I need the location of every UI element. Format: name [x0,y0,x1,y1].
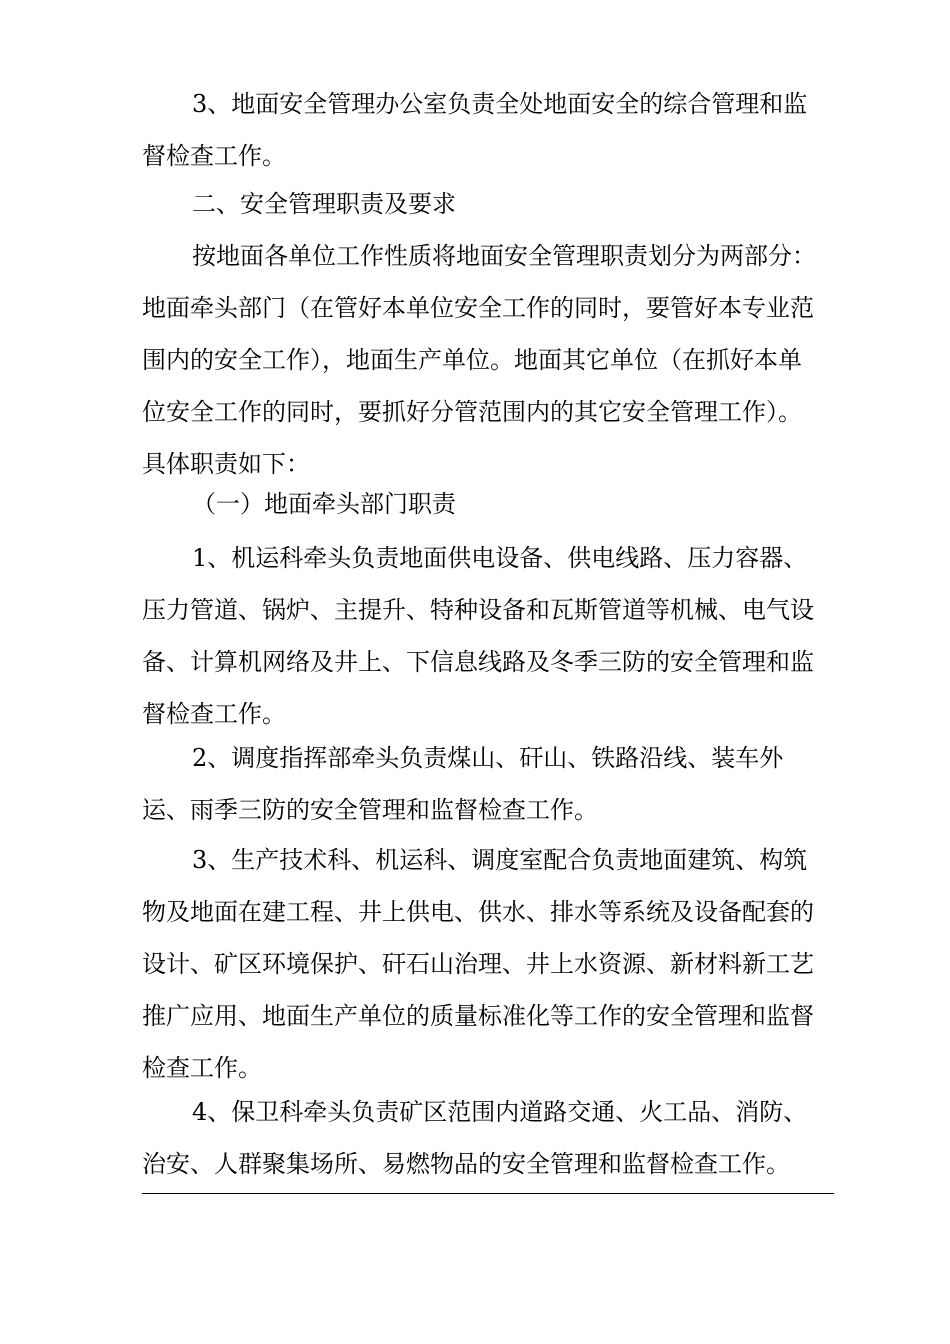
subsection-heading-text: （一）地面牵头部门职责 [192,490,456,518]
paragraph-line: 督检查工作。 [142,700,286,728]
paragraph-line: 压力管道、锅炉、主提升、特种设备和瓦斯管道等机械、电气设 [142,596,814,624]
paragraph-line: 督检查工作。 [142,142,286,170]
paragraph-line: 检查工作。 [142,1054,262,1082]
paragraph-line: 围内的安全工作），地面生产单位。地面其它单位（在抓好本单 [142,346,802,374]
paragraph-line: 治安、人群聚集场所、易燃物品的安全管理和监督检查工作。 [142,1150,790,1178]
paragraph-line: 3、生产技术科、机运科、调度室配合负责地面建筑、构筑 [192,846,808,874]
paragraph-line: 位安全工作的同时，要抓好分管范围内的其它安全管理工作）。 [142,398,802,426]
paragraph-intro [142,230,816,490]
paragraph-line: 备、计算机网络及井上、下信息线路及冬季三防的安全管理和监 [142,648,814,676]
paragraph-line: 地面牵头部门（在管好本单位安全工作的同时，要管好本专业范 [142,294,814,322]
paragraph-item-3 [142,834,814,1094]
paragraph-line: 具体职责如下： [142,450,310,478]
section-heading [142,178,456,230]
paragraph-line: 推广应用、地面生产单位的质量标准化等工作的安全管理和监督 [142,1002,814,1030]
paragraph-line: 物及地面在建工程、井上供电、供水、排水等系统及设备配套的 [142,898,814,926]
paragraph-line: 按地面各单位工作性质将地面安全管理职责划分为两部分： [192,242,816,270]
section-heading-text: 二、安全管理职责及要求 [192,190,456,218]
paragraph-item-1 [142,532,814,740]
paragraph-line: 运、雨季三防的安全管理和监督检查工作。 [142,796,598,824]
paragraph-line: 4、保卫科牵头负责矿区范围内道路交通、火工品、消防、 [192,1098,808,1126]
paragraph-item-2 [142,732,783,836]
footer-divider [142,1193,834,1194]
paragraph-line: 3、地面安全管理办公室负责全处地面安全的综合管理和监 [192,90,808,118]
paragraph-line: 1、机运科牵头负责地面供电设备、供电线路、压力容器、 [192,544,808,572]
paragraph-line: 2、调度指挥部牵头负责煤山、矸山、铁路沿线、装车外 [192,744,784,772]
paragraph-item-4 [142,1086,807,1190]
paragraph-line: 设计、矿区环境保护、矸石山治理、井上水资源、新材料新工艺 [142,950,814,978]
subsection-heading [142,478,456,530]
paragraph-item-3-office [142,78,807,182]
